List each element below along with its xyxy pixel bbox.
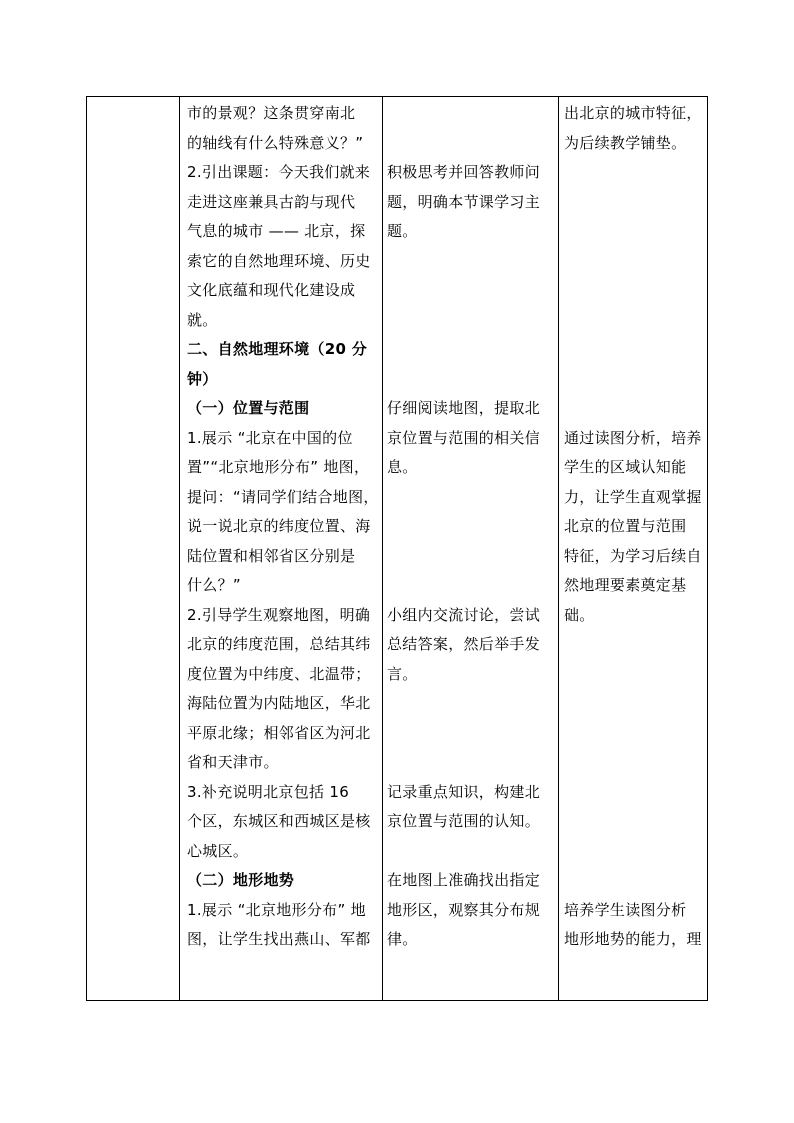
text-line: 小组内交流讨论，尝试 — [387, 605, 541, 624]
text-line: 地形地势的能力，理 — [564, 930, 702, 948]
text-line: 二、自然地理环境（20 分 — [187, 340, 367, 358]
text-line — [564, 778, 706, 808]
text-line: 题，明确本节课学习主 — [387, 192, 541, 211]
text-line — [564, 660, 706, 690]
text-line: 1.展示 “北京在中国的位 — [187, 428, 353, 447]
text-line — [387, 306, 557, 336]
text-line: 文化底蕴和现代化建设成 — [187, 281, 356, 299]
text-line: 市的景观？这条贯穿南北 — [187, 104, 356, 122]
text-line: 仔细阅读地图，提取北 — [387, 399, 541, 417]
text-line — [387, 365, 557, 395]
text-line — [387, 276, 557, 306]
text-line: 记录重点知识，构建北 — [387, 782, 541, 801]
text-line — [564, 247, 706, 277]
column-divider — [179, 97, 180, 1000]
text-line: 海陆位置为内陆地区，华北 — [187, 694, 371, 712]
text-line: 索它的自然地理环境、历史 — [187, 251, 371, 270]
text-line: 京位置与范围的相关信 — [387, 428, 541, 447]
text-line — [564, 276, 706, 306]
text-line — [564, 837, 706, 867]
text-line: 础。 — [564, 605, 595, 624]
text-line: 就。 — [187, 310, 218, 329]
text-line: 积极思考并回答教师问 — [387, 163, 541, 181]
text-line — [564, 689, 706, 719]
text-line — [564, 719, 706, 749]
text-line — [387, 99, 557, 129]
text-line: 提问：“请同学们结合地图， — [187, 487, 379, 506]
text-line: 平原北缘；相邻省区为河北 — [187, 723, 371, 742]
text-line — [564, 866, 706, 896]
text-line — [564, 188, 706, 218]
text-line: 个区，东城区和西城区是核 — [187, 812, 371, 830]
text-line: 京位置与范围的认知。 — [387, 812, 541, 830]
text-line: 图，让学生找出燕山、军都 — [187, 930, 371, 948]
text-line — [387, 512, 557, 542]
text-line: 说一说北京的纬度位置、海 — [187, 517, 371, 535]
text-line — [564, 394, 706, 424]
text-line: 走进这座兼具古韵与现代 — [187, 192, 356, 211]
text-line: （一）位置与范围 — [187, 399, 310, 417]
text-line — [387, 719, 557, 749]
text-line — [564, 335, 706, 365]
text-line: 气息的城市 —— 北京，探 — [187, 222, 366, 240]
text-line: 特征，为学习后续自 — [564, 546, 702, 565]
column-divider — [382, 97, 383, 1000]
text-line — [387, 571, 557, 601]
student-activity-column — [387, 97, 557, 955]
text-line — [564, 630, 706, 660]
text-line — [387, 247, 557, 277]
text-line: 言。 — [387, 664, 418, 683]
text-line: 地形区，观察其分布规 — [387, 900, 541, 919]
text-line — [387, 542, 557, 572]
text-line: 通过读图分析，培养 — [564, 428, 702, 447]
lesson-plan-table — [86, 96, 708, 1001]
text-line: 钟） — [187, 369, 218, 388]
text-line: 息。 — [387, 458, 418, 476]
text-line: 什么？” — [187, 576, 241, 594]
text-line — [387, 748, 557, 778]
text-line: 出北京的城市特征， — [564, 104, 702, 122]
text-line: 为后续教学铺垫。 — [564, 133, 687, 152]
text-line: （二）地形地势 — [187, 871, 295, 889]
text-line — [564, 306, 706, 336]
text-line — [387, 335, 557, 365]
text-line — [564, 748, 706, 778]
text-line — [564, 217, 706, 247]
teacher-activity-column — [187, 97, 379, 955]
design-intent-column — [564, 97, 706, 955]
text-line — [387, 837, 557, 867]
text-line: 2.引导学生观察地图，明确 — [187, 605, 371, 624]
text-line: 然地理要素奠定基 — [564, 576, 687, 594]
text-line — [564, 807, 706, 837]
text-line: 题。 — [387, 222, 418, 240]
text-line: 在地图上准确找出指定 — [387, 871, 541, 889]
text-line — [564, 365, 706, 395]
text-line — [387, 483, 557, 513]
text-line: 律。 — [387, 930, 418, 948]
text-line: 力，让学生直观掌握 — [564, 487, 702, 506]
text-line: 的轴线有什么特殊意义？” — [187, 133, 364, 152]
text-line: 1.展示 “北京地形分布” 地 — [187, 900, 366, 919]
column-divider — [558, 97, 559, 1000]
text-line — [564, 158, 706, 188]
text-line: 心城区。 — [187, 841, 249, 860]
text-line: 2.引出课题：今天我们就来 — [187, 163, 371, 181]
text-line: 学生的区域认知能 — [564, 458, 687, 476]
text-line: 北京的纬度范围，总结其纬 — [187, 635, 371, 653]
text-line: 省和天津市。 — [187, 753, 279, 771]
text-line: 培养学生读图分析 — [564, 900, 687, 919]
text-line — [387, 689, 557, 719]
text-line: 北京的位置与范围 — [564, 517, 687, 535]
text-line: 陆位置和相邻省区分别是 — [187, 546, 356, 565]
text-line: 置”“北京地形分布” 地图， — [187, 458, 370, 476]
text-line: 度位置为中纬度、北温带； — [187, 664, 371, 683]
text-line: 总结答案，然后举手发 — [387, 635, 541, 653]
text-line: 3.补充说明北京包括 16 — [187, 782, 350, 801]
text-line — [387, 129, 557, 159]
